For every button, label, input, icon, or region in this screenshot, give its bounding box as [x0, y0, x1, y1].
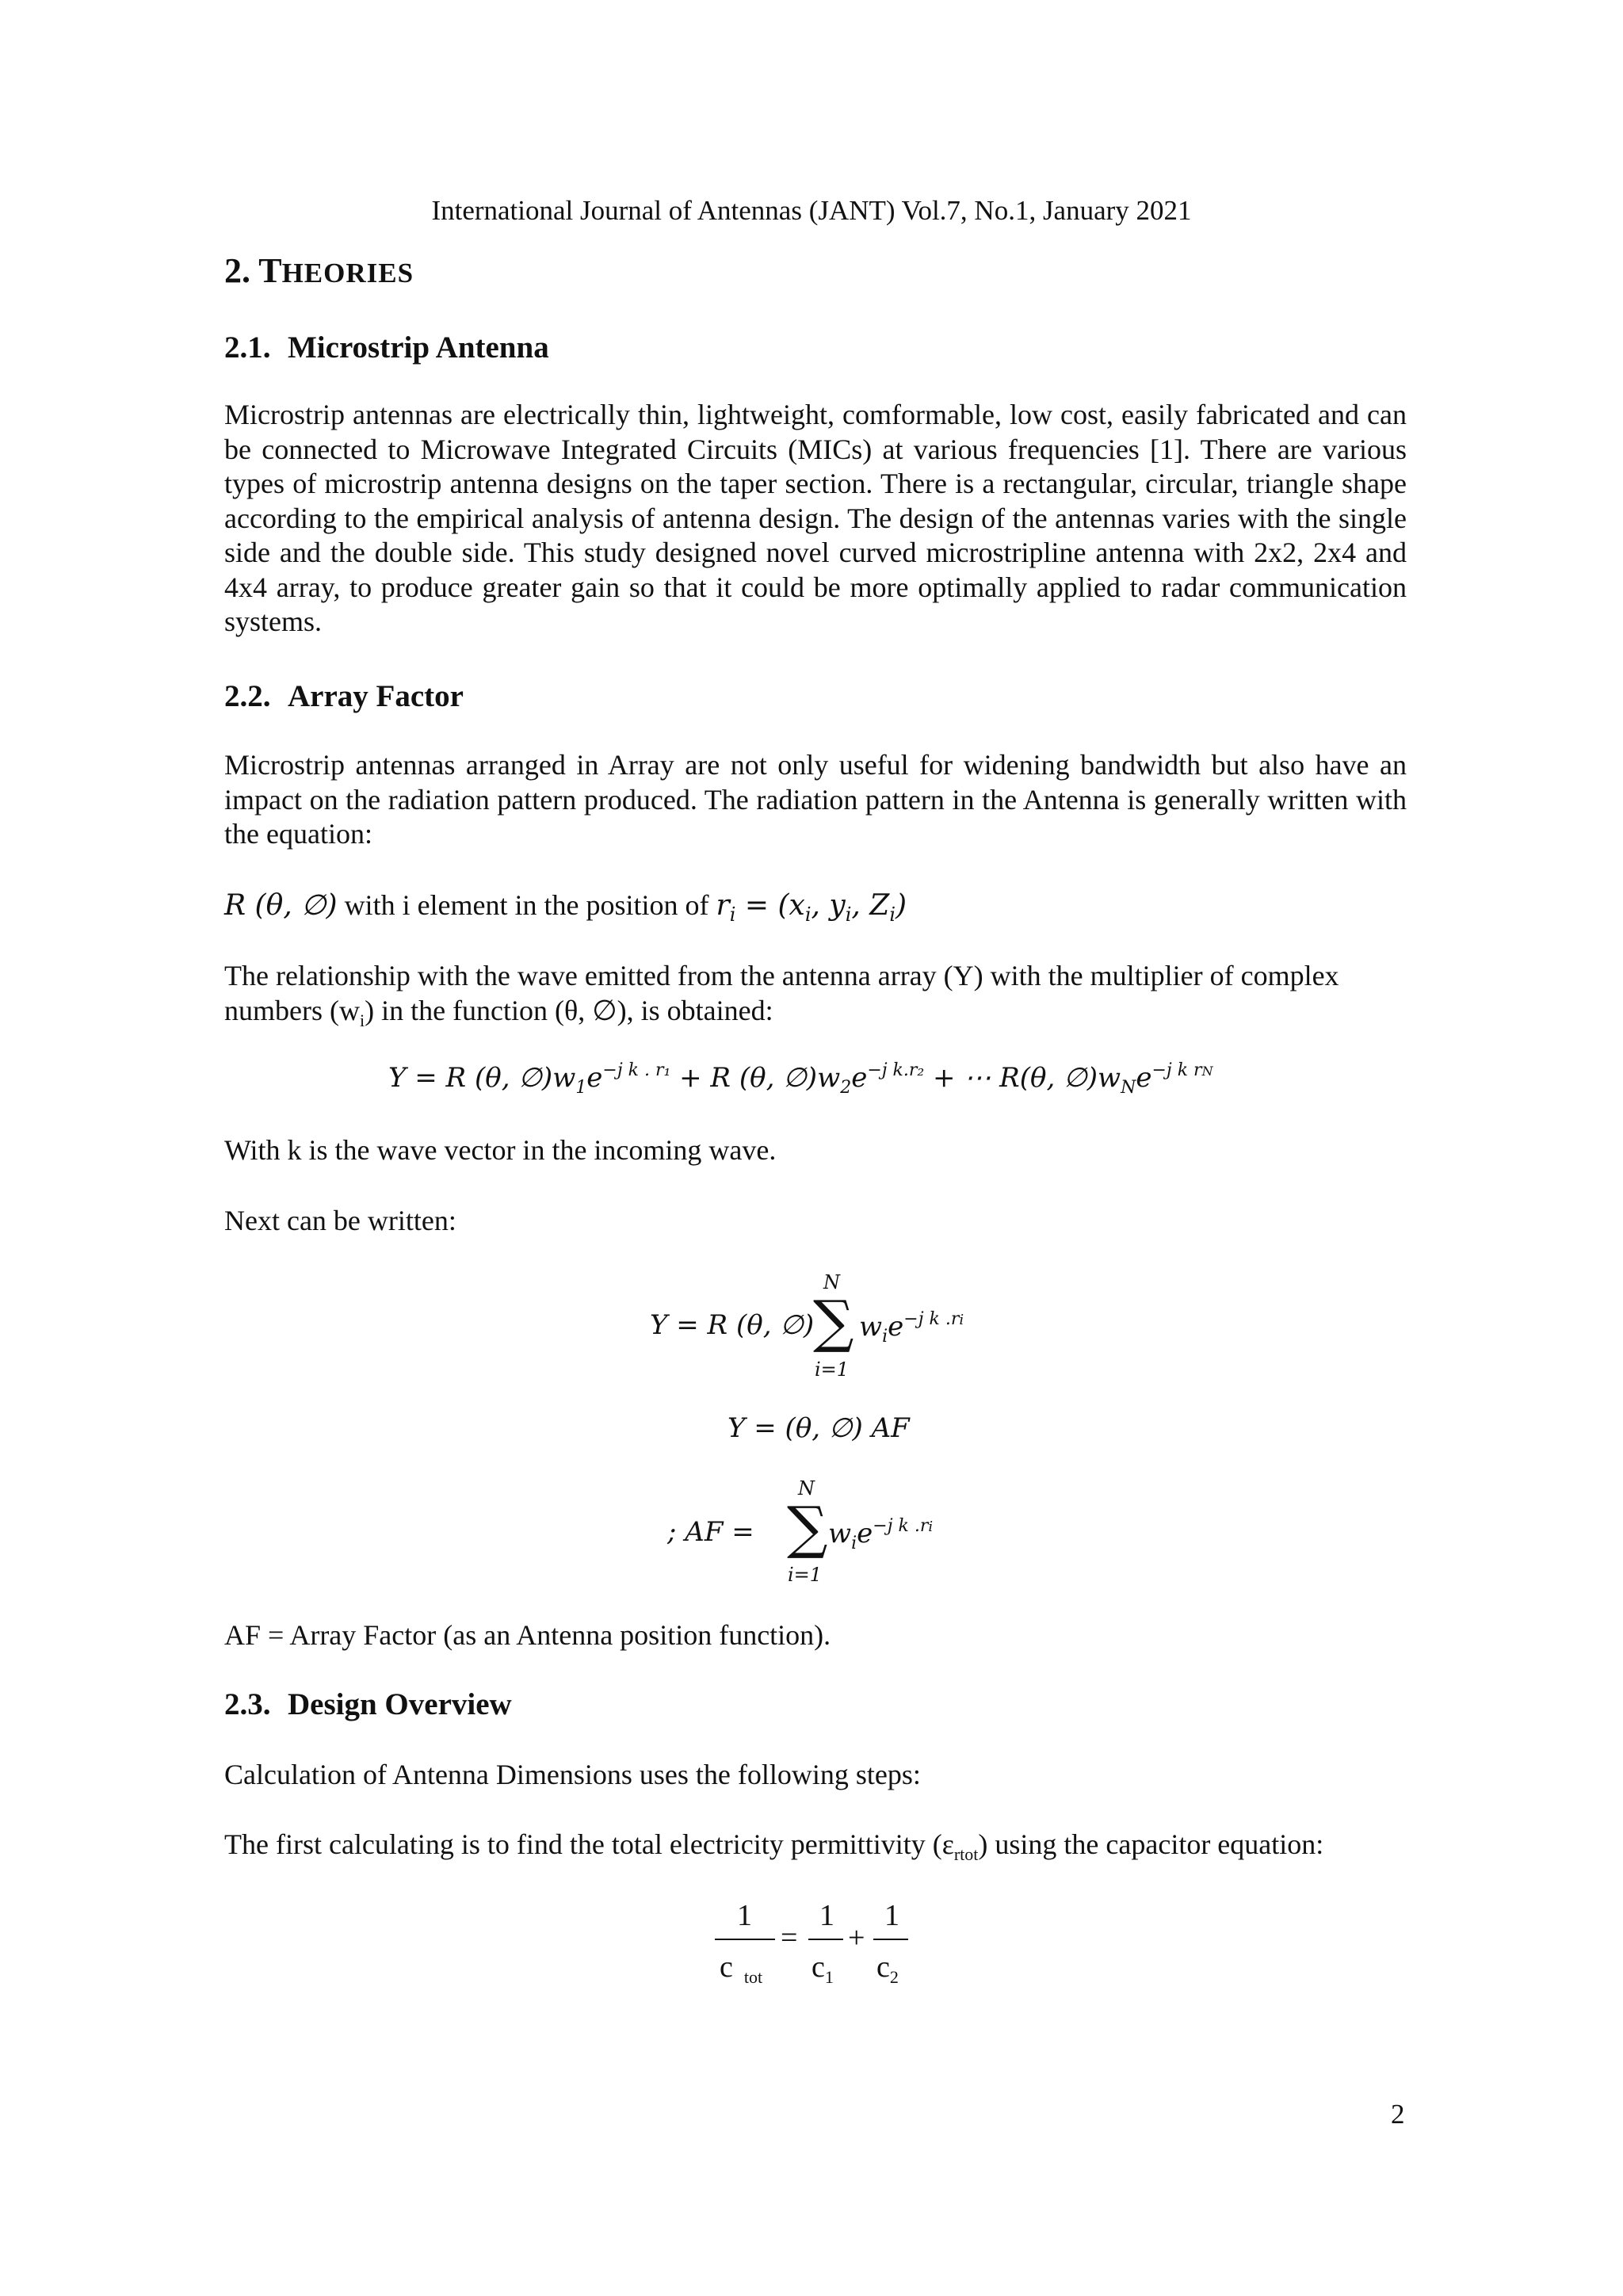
eq4-term: $w_ie^{-j k .ri}$ — [828, 1516, 934, 1553]
equals-sign: = — [781, 1921, 798, 1954]
eq4-sigma: ∑ — [787, 1494, 828, 1561]
frac1-numerator: 1 — [737, 1899, 752, 1932]
frac3-numerator: 1 — [884, 1899, 899, 1932]
line-radiation-pattern — [224, 888, 907, 926]
subsection-heading-design-overview — [224, 1687, 512, 1722]
frac2-numerator: 1 — [819, 1899, 834, 1932]
eq2-lhs: Y = R (θ, ∅) — [650, 1309, 815, 1341]
math-position-vector: $r_i = (x_i$, $y_i$, $Z_i$) — [716, 889, 907, 926]
math-R-theta-phi: R (θ, ∅) — [224, 889, 338, 922]
subsection-heading-microstrip — [224, 330, 549, 365]
eq2-term: $w_ie^{-j k .ri}$ — [859, 1309, 964, 1347]
section-number: 2. — [224, 251, 250, 290]
line-next-written: Next can be written: — [224, 1205, 456, 1236]
line-wave-vector: With k is the wave vector in the incoming wave. — [224, 1134, 777, 1166]
line-af-definition: AF = Array Factor (as an Antenna position function). — [224, 1619, 831, 1651]
section-heading — [224, 250, 414, 291]
paragraph-array-factor: Microstrip antennas arranged in Array are not only useful for widening bandwidth but also have an impact on the radiation pattern produced. The radiation pattern in the Antenna is generally written with the equation: — [224, 749, 1407, 850]
equation-Y-AF: Y = (θ, ∅) AF — [727, 1412, 910, 1444]
equation-wave-sum: Y = R (θ, $\emptyset)w_1e^{-j k . r_1} + R$ (θ, $\emptyset)w_2e^{-j k.r_2}$ + ⋯ R(θ, $\emptyset)w_Ne^{-j k rN}$ — [388, 1060, 1213, 1098]
paragraph-relationship-line2: numbers $(w_i)$ in the function (θ, ∅), is obtained: — [224, 995, 773, 1031]
subsection-number: 2.2. — [224, 679, 271, 713]
running-header: International Journal of Antennas (JANT) Vol.7, No.1, January 2021 — [431, 195, 1192, 226]
frac2-bar — [808, 1939, 843, 1940]
frac3-denominator: $c_2$ — [876, 1950, 899, 1987]
paragraph-relationship-line1: The relationship with the wave emitted from the antenna array (Y) with the multiplier of complex — [224, 960, 1339, 991]
eq4-lhs: ; AF = — [667, 1516, 754, 1548]
frac3-bar — [873, 1939, 908, 1940]
line-calculation-steps: Calculation of Antenna Dimensions uses the following steps: — [224, 1759, 921, 1790]
page-number: 2 — [1391, 2099, 1405, 2130]
plus-sign: + — [848, 1921, 865, 1954]
subsection-title: Design Overview — [288, 1687, 512, 1721]
eq4-upper-limit: N — [798, 1477, 815, 1499]
eq4-lower-limit: i=1 — [788, 1564, 823, 1586]
line-first-calculating: The first calculating is to find the total electricity permittivity $(\varepsilon_{rtot})$ using the capacitor equation: — [224, 1828, 1324, 1865]
text-position: with i element in the position of — [337, 889, 716, 921]
subsection-title: Array Factor — [288, 679, 464, 713]
frac1-denominator: c $_{tot}$ — [720, 1950, 763, 1987]
subsection-number: 2.3. — [224, 1687, 271, 1721]
eq2-upper-limit: N — [823, 1271, 840, 1293]
frac1-bar — [715, 1939, 775, 1940]
paragraph-microstrip: Microstrip antennas are electrically thin, lightweight, comformable, low cost, easily fabricated and can be connected to Microwave Integrated Circuits (MICs) at various frequencies [1]. There are various types of microstrip antenna designs on the taper section. There is a rectangular, circular, triangle shape according to the empirical analysis of antenna design. The design of the antennas varies with the single side and the double side. This study designed novel curved microstripline antenna with 2x2, 2x4 and 4x4 array, to produce greater gain so that it could be more optimally applied to radar communication systems. — [224, 399, 1407, 637]
frac2-denominator: $c_1$ — [812, 1950, 834, 1987]
section-title-rest: HEORIES — [281, 258, 414, 288]
subsection-heading-array-factor — [224, 678, 464, 714]
eq2-sigma: ∑ — [813, 1288, 854, 1354]
subsection-title: Microstrip Antenna — [288, 330, 549, 365]
section-title-initial: T — [258, 251, 282, 290]
eq2-lower-limit: i=1 — [815, 1358, 850, 1381]
subsection-number: 2.1. — [224, 330, 271, 365]
